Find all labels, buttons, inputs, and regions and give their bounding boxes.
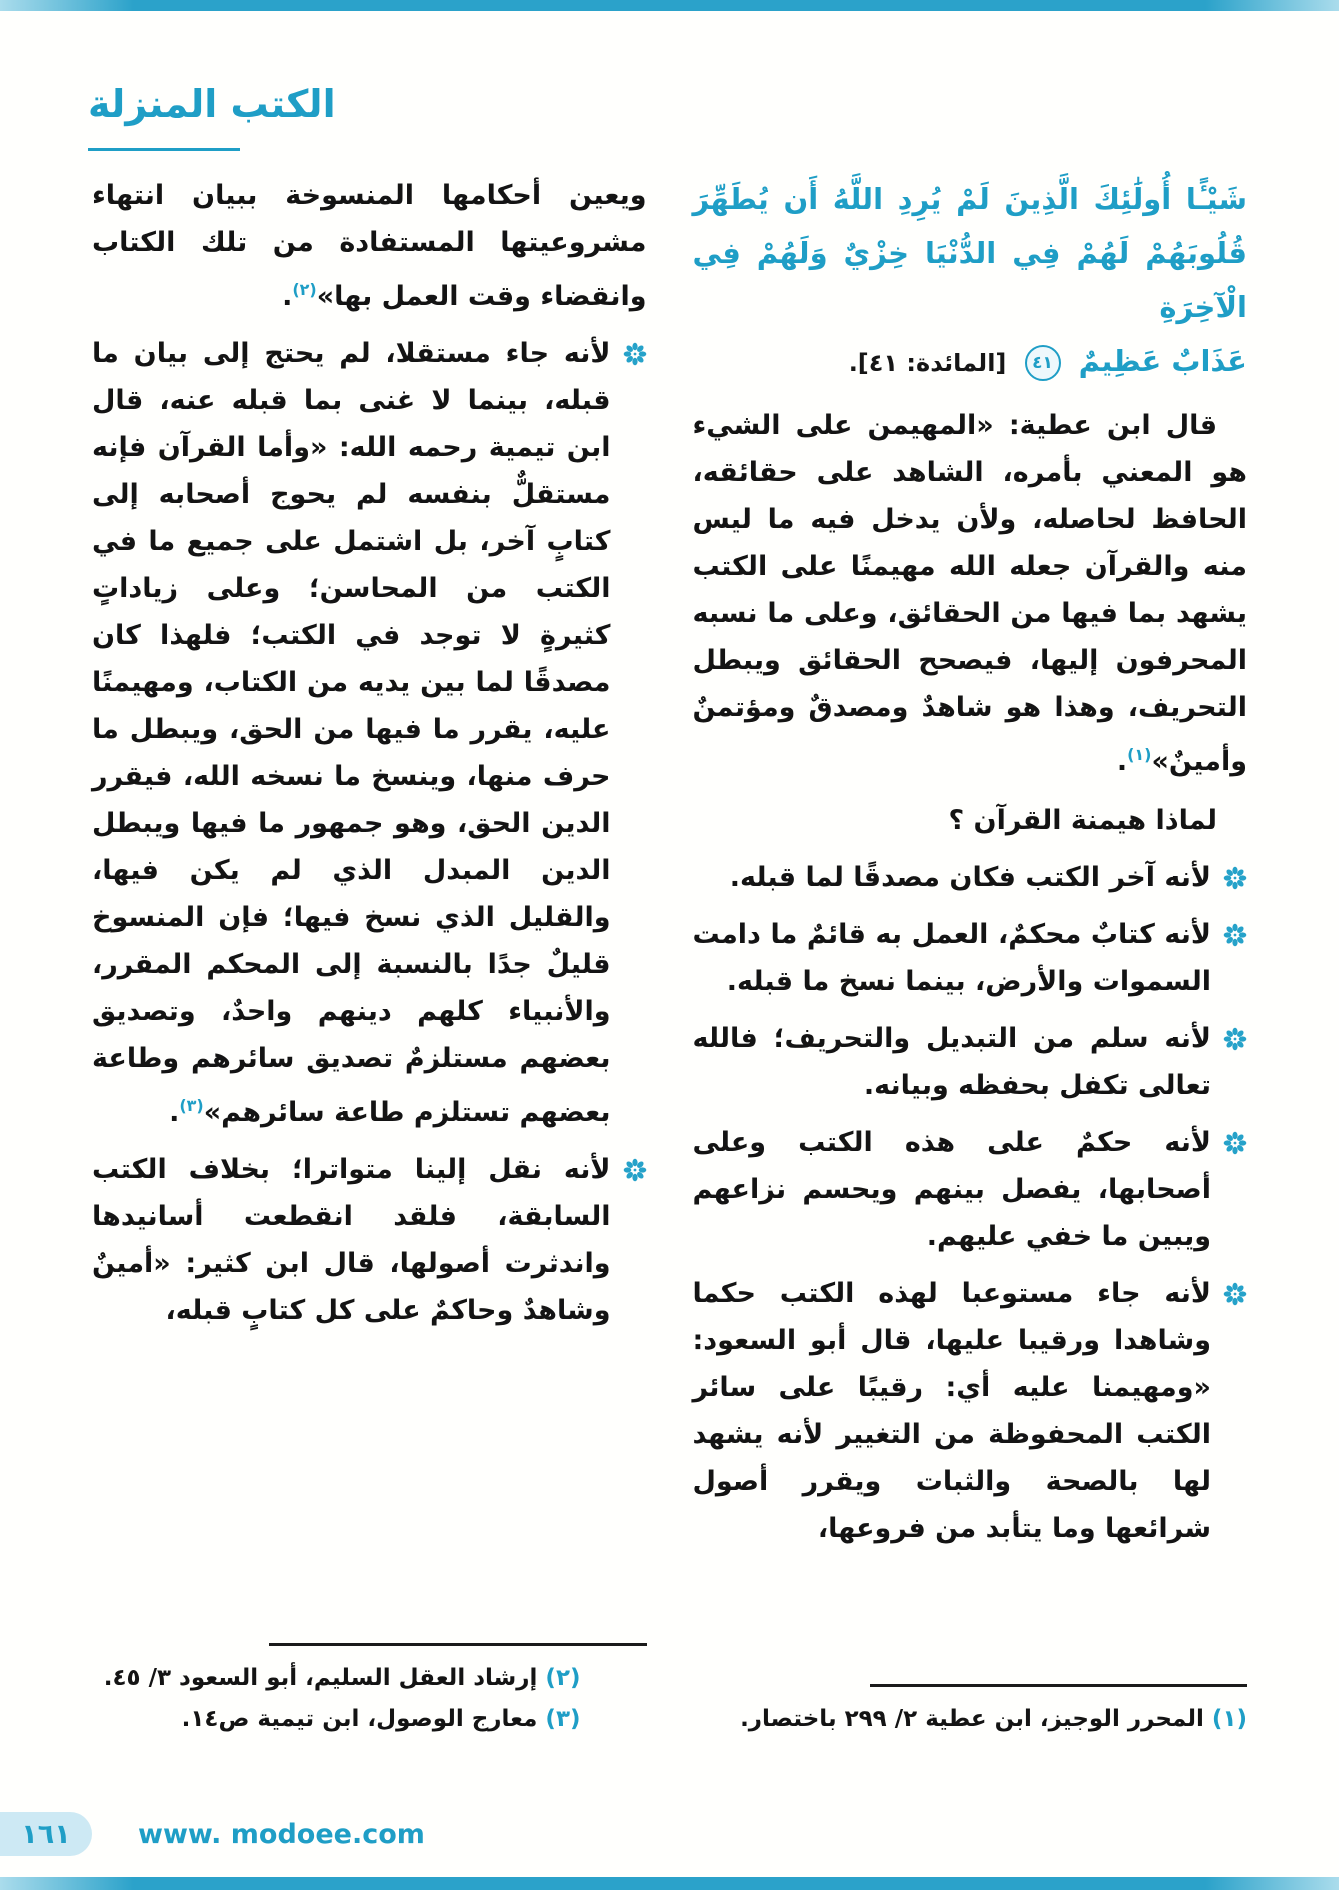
footnote-item bbox=[693, 1699, 1248, 1740]
top-decorative-bar bbox=[0, 0, 1339, 11]
footnotes-right bbox=[693, 1684, 1248, 1740]
bullet-text: لأنه آخر الكتب فكان مصدقًا لما قبله. bbox=[729, 862, 1211, 893]
bullet-item bbox=[693, 854, 1248, 901]
website-link[interactable]: www. modoee.com bbox=[138, 1818, 425, 1850]
bullet-text: لأنه نقل إلينا متواترا؛ بخلاف الكتب السابقة، فلقد انقطعت أسانيدها واندثرت أصولها، قال ابن كثير: «أمينٌ وشاهدٌ وحاكمٌ على كل كتابٍ قبله، bbox=[92, 1154, 611, 1326]
footnote-marker-1: (١) bbox=[1127, 745, 1152, 764]
paragraph-text: ويعين أحكامها المنسوخة ببيان انتهاء مشروعيتها المستفادة من تلك الكتاب وانقضاء وقت العمل بها» bbox=[92, 180, 647, 312]
bullet-text: لأنه سلم من التبديل والتحريف؛ فالله تعالى تكفل بحفظه وبيانه. bbox=[692, 1023, 1211, 1101]
flower-bullet-icon bbox=[1223, 1027, 1247, 1051]
page-number-badge: ١٦١ bbox=[0, 1812, 92, 1856]
bullet-text: لأنه حكمٌ على هذه الكتب وعلى أصحابها، يفصل بينهم ويحسم نزاعهم ويبين ما خفي عليهم. bbox=[692, 1127, 1211, 1252]
footnotes-left bbox=[92, 1643, 647, 1740]
flower-bullet-icon bbox=[1223, 866, 1247, 890]
footnote-text: إرشاد العقل السليم، أبو السعود ٣/ ٤٥. bbox=[103, 1665, 538, 1691]
right-column bbox=[693, 172, 1248, 1740]
left-column bbox=[92, 172, 647, 1740]
bullet-body: لأنه جاء مستقلا، لم يحتج إلى بيان ما قبله، بينما لا غنى بما قبله عنه، قال ابن تيمية رحمه الله: «وأما القرآن فإنه مستقلٌّ بنفسه لم يحوج أصحابه إلى كتابٍ آخر، بل اشتمل على جميع ما في الكتب من المحاسن؛ وعلى زياداتٍ كثيرةٍ لا توجد في الكتب؛ فلهذا كان مصدقًا لما بين يديه من الكتاب، ومهيمنًا عليه، يقرر ما فيها من الحق، ويبطل ما حرف منها، وينسخ ما نسخه الله، فيقرر الدين الحق، وهو جمهور ما فيها ويبطل الدين المبدل الذي لم يكن فيها، والقليل الذي نسخ فيها؛ فإن المنسوخ قليلٌ جدًا بالنسبة إلى المحكم المقرر، والأنبياء كلهم دينهم واحدٌ، وتصديق بعضهم مستلزمٌ تصديق سائرهم وطاعة بعضهم تستلزم طاعة سائرهم» bbox=[92, 338, 611, 1128]
paragraph-tail: . bbox=[282, 281, 293, 312]
flower-bullet-icon bbox=[1223, 1131, 1247, 1155]
page-footer bbox=[0, 1810, 425, 1858]
verse-reference: [المائدة: ٤١]. bbox=[848, 349, 1007, 377]
flower-bullet-icon bbox=[623, 342, 647, 366]
footnote-text: المحرر الوجيز، ابن عطية ٢/ ٢٩٩ باختصار. bbox=[740, 1706, 1204, 1732]
footnote-separator bbox=[269, 1643, 646, 1646]
bullet-item bbox=[693, 1270, 1248, 1552]
quran-verse bbox=[693, 172, 1248, 390]
footnote-separator bbox=[870, 1684, 1247, 1687]
footnote-text: معارج الوصول، ابن تيمية ص١٤. bbox=[181, 1706, 538, 1732]
bottom-decorative-bar bbox=[0, 1877, 1339, 1890]
bullet-tail: . bbox=[169, 1097, 180, 1128]
bullet-item bbox=[92, 1146, 647, 1334]
bullet-text bbox=[92, 330, 611, 1136]
paragraph-ibn-atiyya bbox=[693, 402, 1248, 785]
bullet-item bbox=[693, 1015, 1248, 1109]
flower-bullet-icon bbox=[1223, 1282, 1247, 1306]
ayah-number: ٤١ bbox=[1032, 352, 1053, 373]
footnote-number: (٢) bbox=[545, 1665, 581, 1691]
bullet-text: لأنه جاء مستوعبا لهذه الكتب حكما وشاهدا ورقيبا عليها، قال أبو السعود: «ومهيمنا عليه أي: رقيبًا على سائر الكتب المحفوظة من التغيير لأنه يشهد لها بالصحة والثبات ويقرر أصول شرائعها وما يتأبد من فروعها، bbox=[692, 1278, 1211, 1544]
quran-line-3 bbox=[693, 334, 1248, 390]
book-title-calligraphy: الكتب المنزلة bbox=[88, 82, 336, 126]
bullet-text: لأنه كتابٌ محكمٌ، العمل به قائمٌ ما دامت السموات والأرض، بينما نسخ ما قبله. bbox=[692, 919, 1211, 997]
quran-line-1: شَيْـًٔا أُولَٰئِكَ الَّذِينَ لَمْ يُرِدِ اللَّهُ أَن يُطَهِّرَ bbox=[692, 182, 1247, 216]
bullet-item bbox=[693, 1119, 1248, 1260]
title-underline bbox=[88, 148, 240, 151]
paragraph-continuation bbox=[92, 172, 647, 320]
flower-bullet-icon bbox=[1223, 923, 1247, 947]
ayah-number-ornament bbox=[1025, 345, 1061, 381]
quran-line-3-text: عَذَابٌ عَظِيمٌ bbox=[1078, 344, 1247, 378]
footnote-marker-3: (٣) bbox=[179, 1096, 204, 1115]
footnote-item bbox=[92, 1699, 647, 1740]
section-question: لماذا هيمنة القرآن ؟ bbox=[948, 805, 1217, 836]
bullet-item bbox=[693, 911, 1248, 1005]
footnote-number: (٣) bbox=[545, 1706, 581, 1732]
footnote-marker-2: (٢) bbox=[292, 280, 317, 299]
flower-bullet-icon bbox=[623, 1158, 647, 1182]
footnote-item bbox=[92, 1658, 647, 1699]
two-column-text bbox=[92, 172, 1247, 1740]
footnote-number: (١) bbox=[1211, 1706, 1247, 1732]
quran-line-2: قُلُوبَهُمْ لَهُمْ فِي الدُّنْيَا خِزْيٌ وَلَهُمْ فِي الْآخِرَةِ bbox=[692, 236, 1247, 324]
bullet-item bbox=[92, 330, 647, 1136]
paragraph-text: قال ابن عطية: «المهيمن على الشيء هو المعني بأمره، الشاهد على حقائقه، الحافظ لحاصله، ولأن يدخل فيه ما ليس منه والقرآن جعله الله مهيمنًا على الكتب يشهد بما فيها من الحقائق، وعلى ما نسبه المحرفون إليها، فيصحح الحقائق ويبطل التحريف، وهذا هو شاهدٌ ومصدقٌ ومؤتمنٌ وأمينٌ» bbox=[692, 410, 1247, 777]
paragraph-tail: . bbox=[1116, 746, 1128, 777]
